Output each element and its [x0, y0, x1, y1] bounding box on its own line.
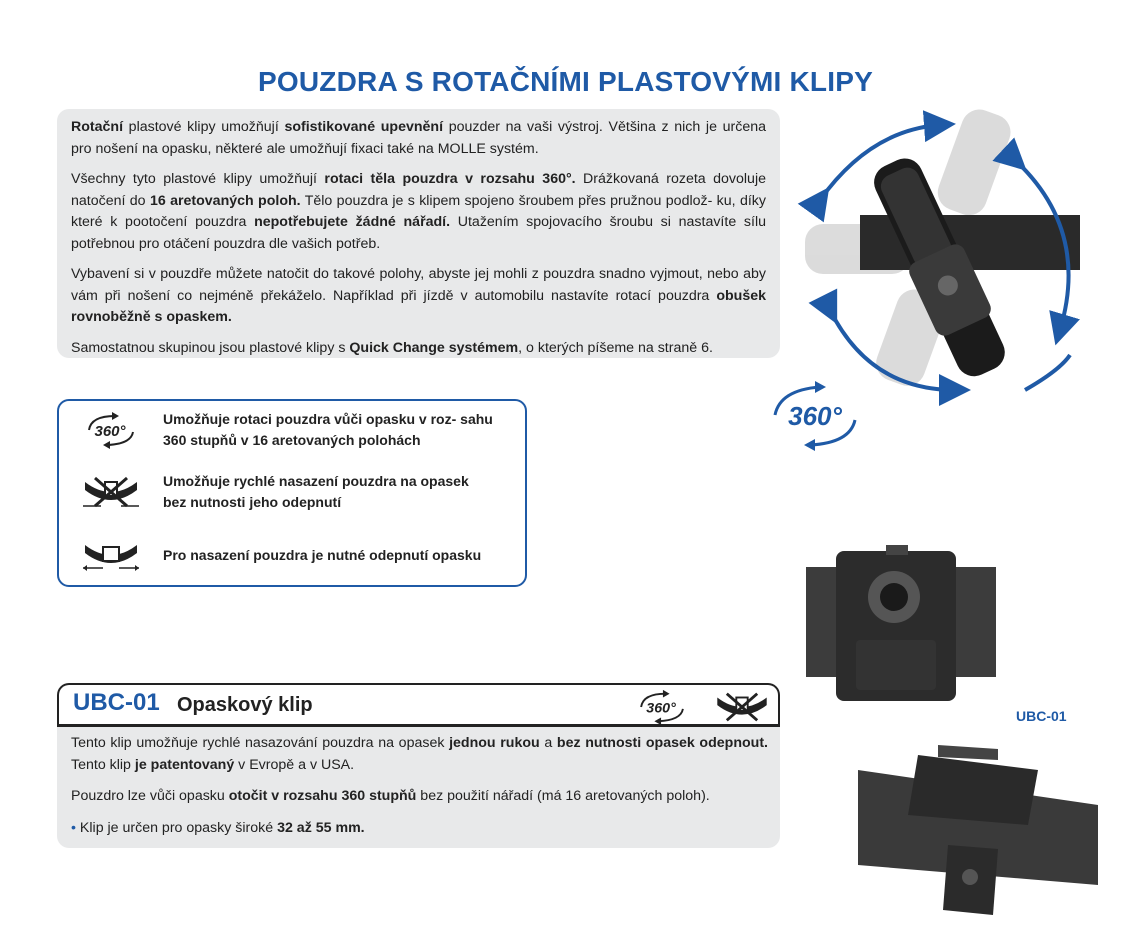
text-run: Samostatnou skupinou jsou plastové klipy s [71, 339, 350, 356]
text-run: Všechny tyto plastové klipy umožňují [71, 171, 325, 187]
text-run: plastové klipy umožňují [123, 119, 285, 135]
ubc-clip-front-photo [806, 545, 996, 705]
text-run: nepotřebujete žádné nářadí. [254, 214, 451, 230]
text-run: Drážkovaná rozeta dovoluje natočení do [71, 171, 766, 209]
ubc-description [57, 727, 780, 848]
rotation-360-badge-icon [760, 375, 870, 455]
rotation-360-icon [632, 688, 692, 726]
text-run: 16 aretovaných poloh. [149, 192, 301, 209]
text-run: obušek rovnoběžně s opaskem. [71, 287, 766, 325]
text-run: Quick Change systémem [349, 339, 519, 356]
text-run: Klip je určen pro opasky široké [79, 819, 278, 836]
text-run: Vybavení si v pouzdře můžete natočit do takové polohy, abyste jej mohli z pouzdra snadno vyjmout, nebo aby vám při nošení co nejméně překáželo. Například při jízdě v automobilu nastavíte rotací pouzdra [71, 266, 766, 304]
rotation-360-icon [81, 410, 141, 450]
text-run: 32 až 55 mm. [277, 819, 365, 836]
product-name: Opaskový klip [177, 694, 313, 716]
ubc-bullet [71, 818, 768, 840]
product-code: UBC-01 [73, 689, 160, 716]
ubc-paragraph-2 [71, 786, 768, 808]
feature-belt-removal [59, 535, 519, 575]
quick-mount-belt-icon [712, 688, 772, 726]
photo-label: UBC-01 [1016, 708, 1067, 724]
badge-360-text: 360° [788, 401, 842, 431]
features-box [57, 399, 527, 587]
belt-removal-required-icon [81, 535, 141, 575]
svg-text:360°: 360° [94, 422, 126, 440]
text-run: Tento klip [71, 756, 135, 773]
feature-rotation-text: Umožňuje rotaci pouzdra vůči opasku v roz- sahu 360 stupňů v 16 aretovaných polohách [163, 411, 493, 448]
ubc-clip-side-photo [848, 745, 1108, 920]
text-run: Rotační [71, 119, 124, 135]
text-run: bez použití nářadí (má 16 aretovaných poloh). [416, 788, 710, 804]
text-run: Utažením spojovacího šroubu si nastavíte sílu potřebnou pro otáčení pouzdra dle vašich potřeb. [71, 214, 766, 252]
text-run: otočit v rozsahu 360 stupňů [228, 788, 417, 804]
text-run: a [539, 735, 557, 751]
quick-mount-belt-icon [81, 472, 141, 512]
feature-quick-mount-text: Umožňuje rychlé nasazení pouzdra na opasek bez nutnosti jeho odepnutí [163, 473, 469, 510]
text-run: Tento klip umožňuje rychlé nasazování pouzdra na opasek [71, 735, 450, 751]
ubc-header [57, 683, 780, 726]
feature-belt-removal-text: Pro nasazení pouzdra je nutné odepnutí opasku [163, 546, 482, 563]
intro-paragraph-3 [71, 264, 766, 329]
intro-paragraph-4 [71, 338, 766, 360]
ubc-paragraph-1 [71, 733, 768, 776]
text-run: rotaci těla pouzdra v rozsahu 360°. [324, 171, 576, 187]
text-run: v Evropě a v USA. [234, 756, 355, 773]
feature-quick-mount [59, 471, 519, 512]
intro-paragraph-2 [71, 169, 766, 255]
text-run: jednou rukou [449, 735, 540, 751]
intro-panel [57, 109, 780, 358]
svg-text:360°: 360° [646, 700, 676, 717]
page-title: POUZDRA S ROTAČNÍMI PLASTOVÝMI KLIPY [258, 66, 873, 97]
text-run: pouzder na vaši výstroj. Většina z nich je určena pro nošení na opasku, některé ale umožňují fixaci také na MOLLE systém. [71, 119, 766, 157]
text-run: Pouzdro lze vůči opasku [71, 788, 229, 804]
text-run: sofistikované upevnění [284, 119, 444, 135]
text-run: , o kterých píšeme na straně 6. [518, 339, 713, 356]
bullet-icon: • [71, 819, 80, 836]
text-run: je patentovaný [134, 756, 235, 773]
feature-rotation [59, 409, 519, 450]
text-run: bez nutnosti opasek odepnout. [556, 735, 768, 751]
intro-paragraph-1 [71, 117, 766, 160]
text-run: Tělo pouzdra je s klipem spojeno šroubem přes pružnou podlož- ku, díky které k pootočení pouzdra [71, 192, 766, 230]
